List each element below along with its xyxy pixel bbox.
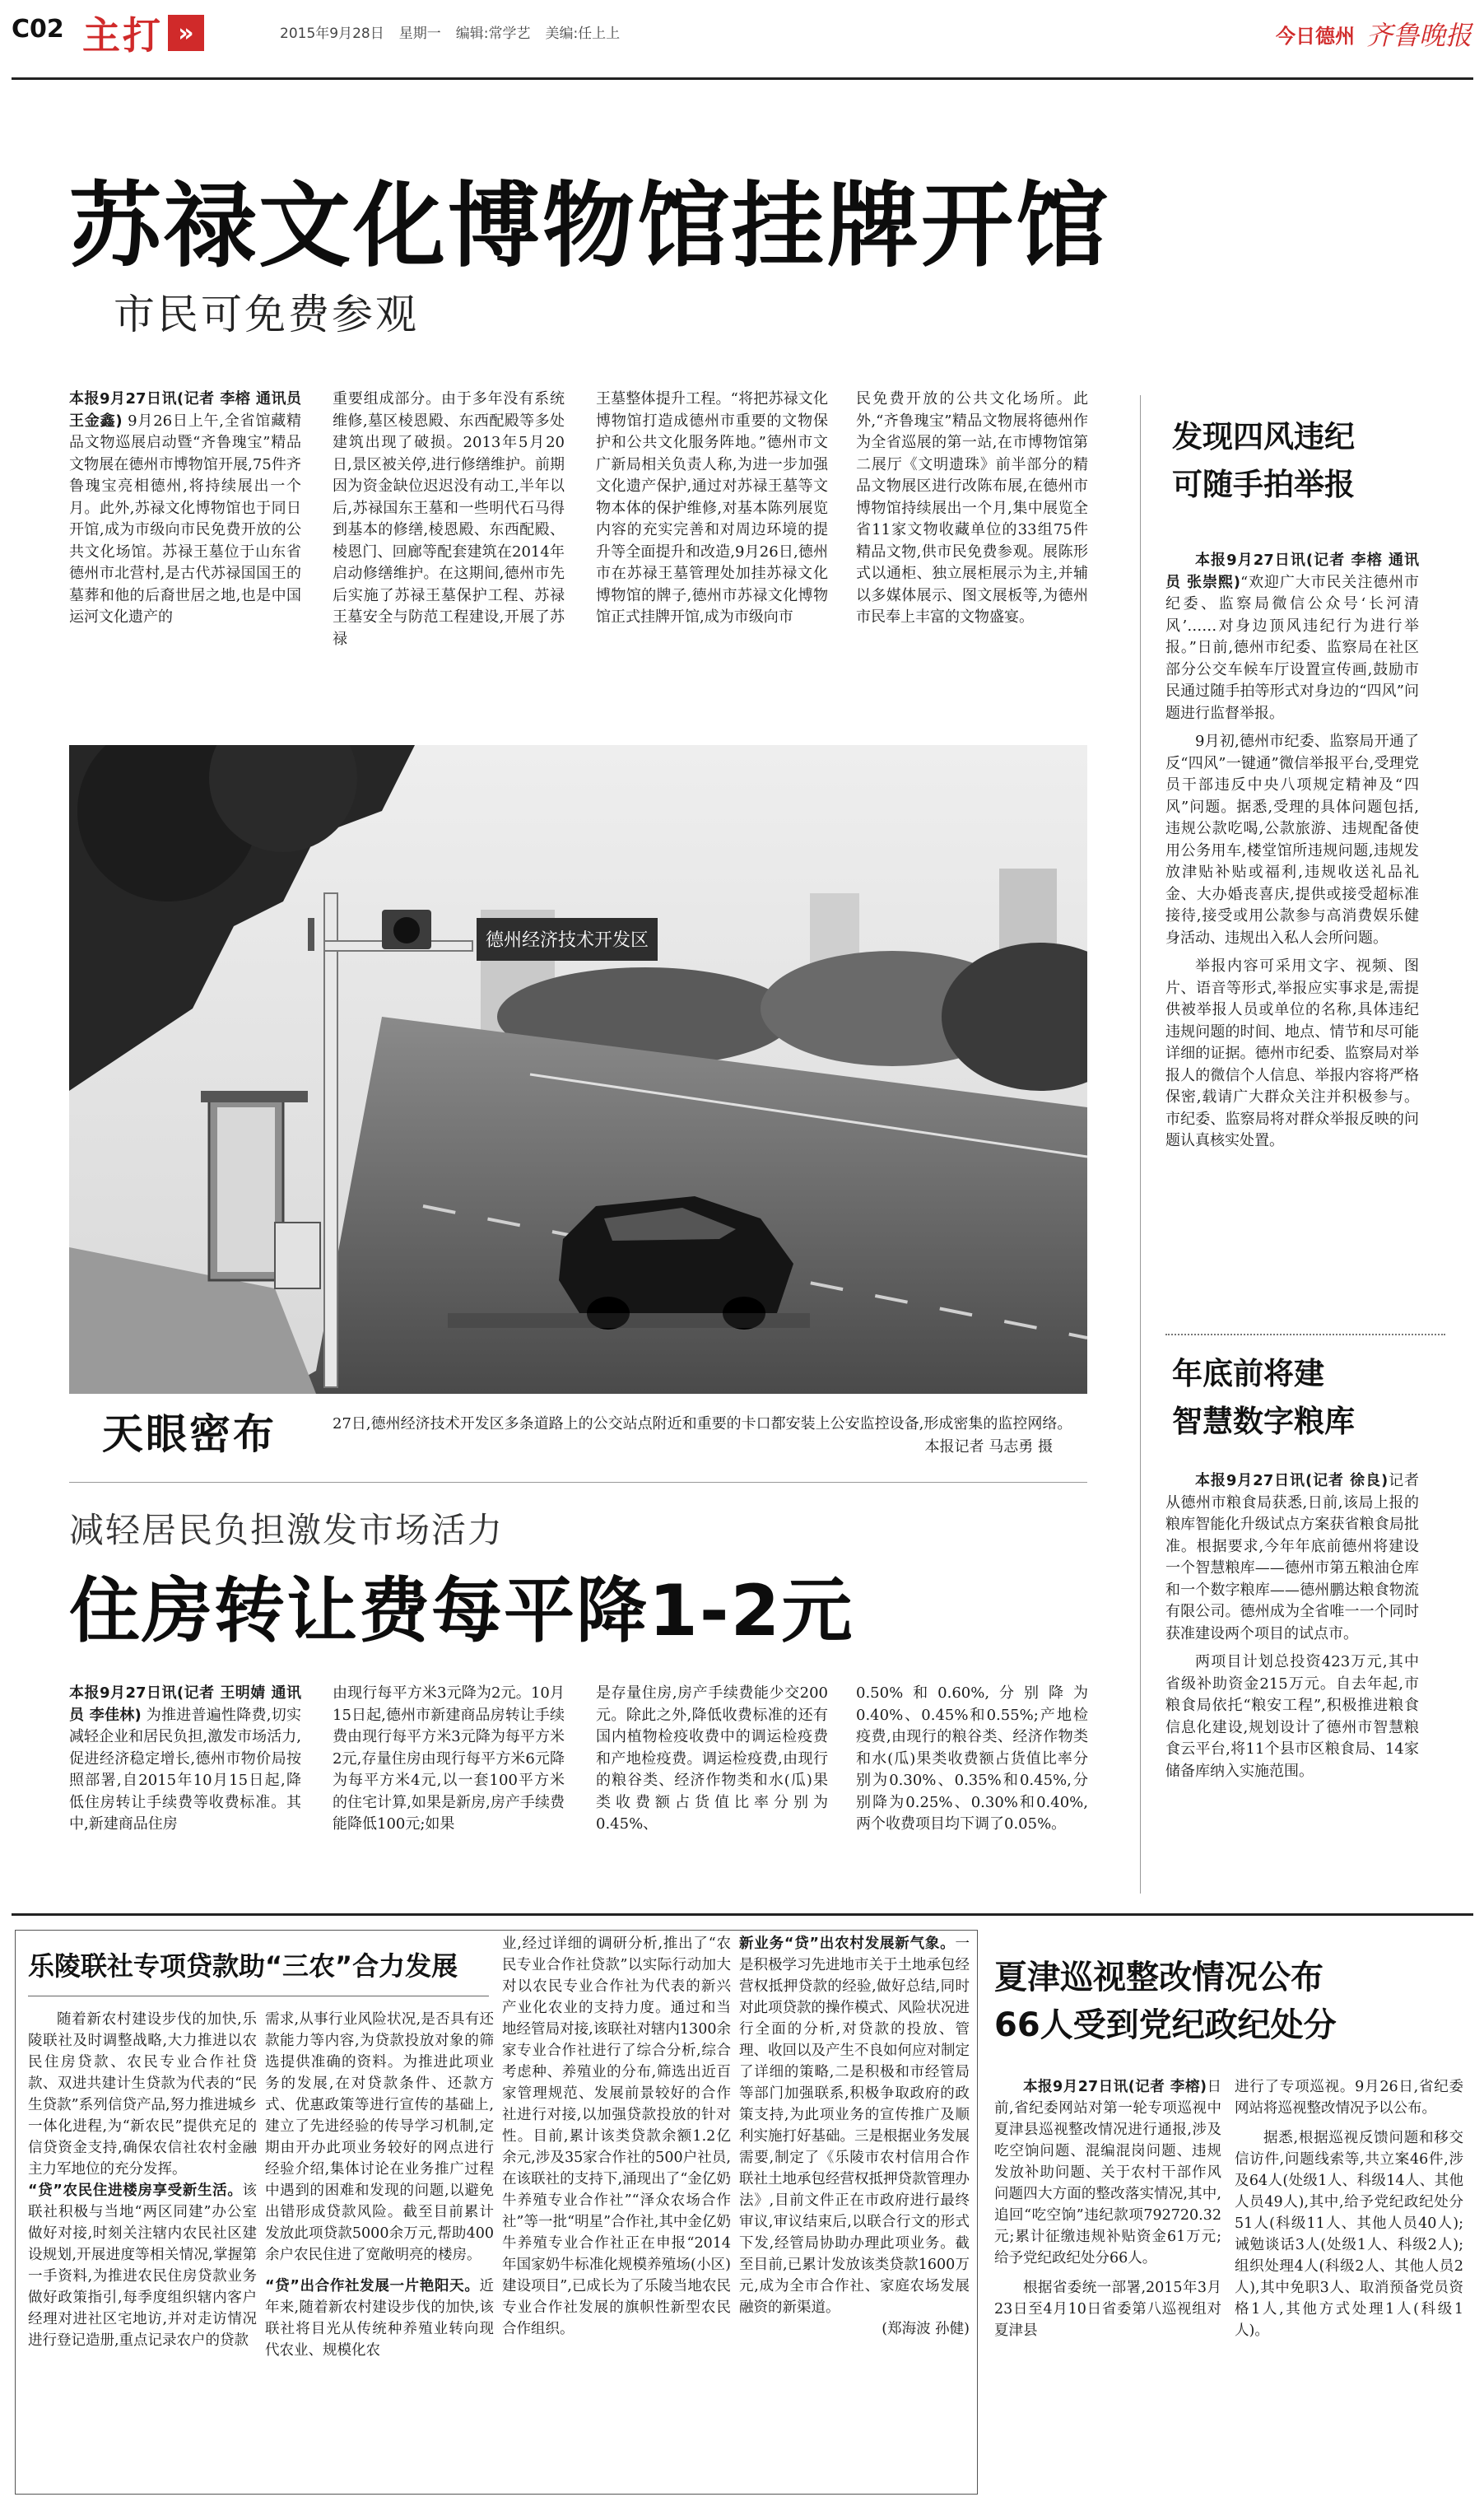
page-number: C02 — [12, 15, 64, 44]
granary-headline — [1172, 1350, 1452, 1446]
xiajin-headline — [994, 1954, 1463, 2050]
loan-headline: 乐陵联社专项贷款助“三农”合力发展 — [28, 1950, 458, 1982]
xiajin-title-1: 夏津巡视整改情况公布 — [994, 1959, 1324, 1996]
housing-headline: 住房转让费每平降1-2元 — [69, 1570, 854, 1652]
fourwinds-p2: 9月初,德州市纪委、监察局开通了反“四风”一键通”微信举报平台,受理党员干部违反中央八项规定精神及“四风”问题。据悉,受理的具体问题包括,违规公款吃喝,公款旅游、违规配备使用公务用车,楼堂馆所违规问题,违规发放津贴补贴或福利,违规收送礼品礼金、大办婚丧喜庆,提供或接受超标准接待,接受或用公款参与高消费娱乐健身活动、违规出入私人会所问题。 — [1165, 733, 1419, 947]
designer: 美编:任上上 — [545, 26, 621, 42]
granary-p1: 记者从德州市粮食局获悉,日前,该局上报的粮库智能化升级试点方案获省粮食局批准。根据要求,今年年底前德州将建设一个智慧粮库——德州市第五粮油仓库和一个数字粮库——德州鹏达粮食物流有限公司。德州成为全省唯一一个同时获准建设两个项目的试点市。 — [1165, 1472, 1419, 1642]
housing-text-3: 是存量住房,房产手续费能少交200元。除此之外,降低收费标准的还有国内植物检疫收费中的调运检疫费和产地检疫费。调运检疫费,由现行的粮谷类、经济作物类和水(瓜)果类收费额占货值比率分别为0.45%、 — [596, 1684, 828, 1833]
fourwinds-headline — [1172, 413, 1452, 509]
housing-text-2: 由现行每平方米3元降为2元。10月15日起,德州市新建商品房转让手续费由现行每平方米3元降为每平方米2元,存量住房由现行每平方米6元降为每平方米4元,以一套100平方米的住宅计算,如果是新房,房产手续费能降低100元;如果 — [333, 1684, 565, 1833]
housing-byline: 本报9月27日讯(记者 王明婧 通讯员 李佳林) — [69, 1684, 301, 1724]
loan-c1-p1: 随着新农村建设步伐的加快,乐陵联社及时调整战略,大力推进以农民住房贷款、农民专业合作社贷款、双进共建计生贷款为代表的“民生贷款”系列信贷产品,努力推进城乡一体化进程,为“新农民”提供充足的信贷资金支持,确保农信社农村金融主力军地位的充分发挥。 — [28, 2011, 257, 2178]
granary-title-2: 智慧数字粮库 — [1172, 1404, 1355, 1439]
housing-column-1 — [69, 1683, 301, 1889]
loan-c2-p2: 近年来,随着新农村建设步伐的加快,该联社将目光从传统种养殖业转向现代农业、规模化农 — [265, 2278, 494, 2359]
granary-title-1: 年底前将建 — [1172, 1356, 1324, 1391]
chevron-right-icon: » — [168, 15, 204, 51]
photo-caption — [333, 1413, 1086, 1459]
loan-column-4 — [739, 1933, 970, 2486]
header-meta — [280, 21, 620, 42]
housing-kicker: 减轻居民负担激发市场活力 — [69, 1510, 505, 1550]
granary-byline: 本报9月27日讯(记者 徐良) — [1195, 1472, 1389, 1489]
lead-headline: 苏禄文化博物馆挂牌开馆 — [69, 173, 1110, 280]
housing-column-2 — [333, 1683, 565, 1889]
paper-logo: 齐鲁晚报 — [1366, 20, 1472, 51]
housing-column-4 — [856, 1683, 1088, 1889]
section-label — [82, 8, 204, 58]
section-name: 主打 — [82, 13, 163, 58]
housing-text-1: 为推进普遍性降费,切实减轻企业和居民负担,激发市场活力,促进经济稳定增长,德州市物价局按照部署,自2015年10月15日起,降低住房转让手续费等收费标准。其中,新建商品住房 — [69, 1706, 301, 1833]
page-header — [0, 0, 1484, 79]
lead-column-4 — [856, 389, 1088, 703]
loan-column-2 — [265, 2009, 494, 2486]
weekday: 星期一 — [398, 26, 441, 42]
lead-text-3: 王墓整体提升工程。“将把苏禄文化博物馆打造成德州市重要的文物保护和公共文化服务阵地。”德州市文广新局相关负责人称,为进一步加强文化遗产保护,通过对苏禄王墓等文物本体的保护维修,对基本陈列展览内容的充实完善和对周边环境的提升等全面提升和改造,9月26日,德州市在苏禄王墓管理处加挂苏禄文化博物馆的牌子,德州市苏禄文化博物馆正式挂牌开馆,成为市级向市 — [596, 390, 828, 626]
loan-c2-p1: 需求,从事行业风险状况,是否具有还款能力等内容,为贷款投放对象的筛选提供准确的资料。为推进此项业务的发展,在对贷款条件、还款方式、优惠政策等进行宣传的基础上,建立了先进经验的传导学习机制,定期由开办此项业务较好的网点进行经验介绍,集体讨论在业务推广过程中遇到的困难和发现的问题,以避免出错形成贷款风险。截至目前累计发放此项贷款5000余万元,帮助400余户农民住进了宽敞明亮的楼房。 — [265, 2011, 494, 2263]
fourwinds-byline: 本报9月27日讯(记者 李榕 通讯员 张崇熙) — [1165, 552, 1419, 591]
xiajin-column-2 — [1235, 2076, 1463, 2488]
lead-text-2: 重要组成部分。由于多年没有系统维修,墓区棱恩殿、东西配殿等多处建筑出现了破损。2013年5月20日,景区被关停,进行修缮维护。前期因为资金缺位迟迟没有动工,半年以后,苏禄国东王墓和一些明代石马得到基本的修缮,棱恩殿、东西配殿、棱恩门、回廊等配套建筑在2014年启动修缮维护。在这期间,德州市先后实施了苏禄王墓保护工程、苏禄王墓安全与防范工程建设,开展了苏禄 — [333, 390, 565, 648]
news-photo — [69, 745, 1087, 1394]
editor: 编辑:常学艺 — [455, 26, 531, 42]
fourwinds-p1: “欢迎广大市民关注德州市纪委、监察局微信公众号‘长河清风’……对身边顶风违纪行为进行举报。”日前,德州市纪委、监察局在社区部分公交车候车厅设置宣传画,鼓励市民通过随手拍等形式对身边的“四风”问题进行监督举报。 — [1165, 573, 1419, 722]
xiajin-byline: 本报9月27日讯(记者 李榕) — [1023, 2079, 1207, 2095]
photo-caption-text: 27日,德州经济技术开发区多条道路上的公交站点附近和重要的卡口都安装上公安监控设备,形成密集的监控网络。 — [333, 1415, 1072, 1433]
street-sign-text: 德州经济技术开发区 — [485, 930, 649, 951]
photo-caption-title: 天眼密布 — [102, 1410, 277, 1458]
fourwinds-p3: 举报内容可采用文字、视频、图片、语音等形式,举报应实事求是,需提供被举报人员或单位的名称,具体违纪违规问题的时间、地点、情节和尽可能详细的证据。德州市纪委、监察局对举报人的微信个人信息、举报内容将严格保密,载请广大群众关注并积极参与。市纪委、监察局将对群众举报反映的问题认真核实处置。 — [1165, 957, 1419, 1149]
loan-c3-p1: 业,经过详细的调研分析,推出了“农民专业合作社贷款”以实际行动加大对以农民专业合作社为代表的新兴产业化农业的支持力度。通过和当地经管局对接,该联社对辖内1300余家专业合作社进行了综合分析,综合考虑种、养殖业的分布,筛选出近百家管理规范、发展前景较好的合作社进行对接,以加强贷款投放的针对性。目前,累计该类贷款余额1.2亿余元,涉及35家合作社的500户社员,在该联社的支持下,涌现出了“金亿奶牛养殖专业合作社”“泽众农场合作社”等一批“明星”合作社,其中金亿奶牛养殖专业合作社正在申报“2014年国家奶牛标准化规模养殖场(小区)建设项目”,已成长为了乐陵当地农民专业合作社发展的旗帜性新型农民合作组织。 — [502, 1936, 731, 2337]
granary-p2: 两项目计划总投资423万元,其中省级补助资金215万元。自去年起,市粮食局依托“粮安工程”,积极推进粮食信息化建设,规划设计了德州市智慧粮食云平台,将11个县市区粮食局、14家储备库纳入实施范围。 — [1165, 1653, 1419, 1780]
granary-body — [1165, 1470, 1419, 1890]
street-camera-photo — [69, 745, 1087, 1394]
xiajin-c2-p2: 据悉,根据巡视反馈问题和移交信访件,问题线索等,共立案46件,涉及64人(处级1人、科级14人、其他人员49人),其中,给予党纪政纪处分51人(科级11人、其他人员40人);诫勉谈话3人(处级1人、科级2人);组织处理4人(科级2人、其他人员2人),其中免职3人、取消预备党员资格1人,其他方式处理1人(科级1人)。 — [1235, 2130, 1463, 2339]
fourwinds-title-1: 发现四风违纪 — [1172, 419, 1355, 454]
loan-c2-sub: “贷”出合作社发展一片艳阳天。 — [265, 2278, 480, 2294]
loan-c1-sub: “贷”农民住进楼房享受新生活。 — [28, 2183, 243, 2199]
lead-column-1 — [69, 389, 301, 703]
loan-column-3 — [502, 1933, 731, 2486]
xiajin-column-1 — [994, 2076, 1221, 2488]
housing-text-4: 0.50%和0.60%,分别降为0.40%、0.45%和0.55%;产地检疫费,由现行的粮谷类、经济作物类和水(瓜)果类收费额占货值比率分别为0.30%、0.35%和0.45%,分别降为0.25%、0.30%和0.40%,两个收费项目均下调了0.05%。 — [856, 1684, 1088, 1833]
fourwinds-body — [1165, 550, 1419, 1353]
xiajin-c1-p2: 根据省委统一部署,2015年3月23日至4月10日省委第八巡视组对夏津县 — [994, 2280, 1221, 2339]
xiajin-title-2: 66人受到党纪政纪处分 — [994, 2006, 1337, 2044]
photo-credit: 本报记者 马志勇 摄 — [924, 1438, 1053, 1456]
loan-c4-sub: 新业务“贷”出农村发展新气象。 — [739, 1936, 956, 1952]
xiajin-c2-p1: 进行了专项巡视。9月26日,省纪委网站将巡视整改情况予以公布。 — [1235, 2079, 1463, 2117]
lead-column-2 — [333, 389, 565, 703]
loan-column-1 — [28, 2009, 257, 2486]
lead-column-3 — [596, 389, 828, 703]
loan-c1-p2: 该联社积极与当地“两区同建”办公室做好对接,时刻关注辖内农民社区建设规划,开展进度等相关情况,掌握第一手资料,为推进农民住房贷款业务做好政策指引,每季度组织辖内客户经理对进社区宅地访,并对走访情况进行登记造册,重点记录农户的贷款 — [28, 2183, 257, 2349]
lead-text-1: 9月26日上午,全省馆藏精品文物巡展启动暨“齐鲁瑰宝”精品文物展在德州市博物馆开展,75件齐鲁瑰宝亮相德州,将持续展出一个月。此外,苏禄文化博物馆也于同日开馆,成为市级向市民免费开放的公共文化场馆。苏禄王墓位于山东省德州市北营村,是古代苏禄国国王的墓葬和他的后裔世居之地,也是中国运河文化遗产的 — [69, 412, 301, 626]
issue-date: 2015年9月28日 — [280, 26, 384, 42]
lead-subhead: 市民可免费参观 — [114, 291, 419, 338]
loan-c4-p1: 一是积极学习先进地市关于土地承包经营权抵押贷款的经验,做好总结,同时对此项贷款的操作模式、风险状况进行全面的分析,对贷款的投放、管理、收回以及产生不良如何应对制定了详细的策略,二是积极和市经管局等部门加强联系,积极争取政府的政策支持,为此项业务的宣传推广及顺利实施打好基础。三是根据业务发展需要,制定了《乐陵市农村信用合作联社土地承包经营权抵押贷款管理办法》,目前文件正在市政府进行最终审议,审议结束后,以联合行文的形式下发,经管局协助办理此项业务。截至目前,已累计发放该类贷款1600万元,成为全市合作社、家庭农场发展融资的新渠道。 — [739, 1936, 970, 2316]
fourwinds-title-2: 可随手拍举报 — [1172, 467, 1355, 502]
loan-credit: (郑海波 孙健) — [882, 2321, 970, 2337]
housing-column-3 — [596, 1683, 828, 1889]
xiajin-c1-p1: 日前,省纪委网站对第一轮专项巡视中夏津县巡视整改情况进行通报,涉及吃空饷问题、混编混岗问题、违规发放补助问题、关于农村干部作风问题四大方面的整改落实情况,其中,追回“吃空饷”违纪款项792720.32元;累计征缴违规补贴资金61万元;给予党纪政纪处分66人。 — [994, 2079, 1221, 2266]
region-label: 今日德州 — [1276, 25, 1355, 48]
lead-byline: 本报9月27日讯(记者 李榕 通讯员 王金鑫) — [69, 390, 301, 430]
lead-text-4: 民免费开放的公共文化场所。此外,“齐鲁瑰宝”精品文物展将德州作为全省巡展的第一站,在市博物馆第二展厅《文明遗珠》前半部分的精品文物展区进行改陈布展,在德州市博物馆持续展出一个月,集中展览全省11家文物收藏单位的33组75件精品文物,供市民免费参观。展陈形式以通柜、独立展柜展示为主,并辅以多媒体展示、图文展板等,为德州市民奉上丰富的文物盛宴。 — [856, 390, 1088, 626]
